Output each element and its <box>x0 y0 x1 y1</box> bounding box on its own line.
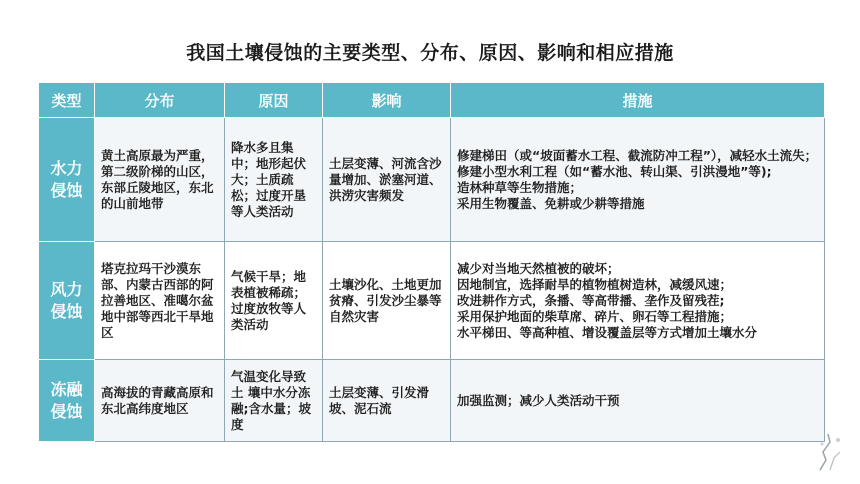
measure-item: 造林种草等生物措施； <box>457 179 583 195</box>
measure-item: 采用生物覆盖、免耕或少耕等措施 <box>457 195 645 211</box>
impact-cell: 土层变薄、河流含沙量增加、淤塞河道、洪涝灾害频发 <box>323 118 451 242</box>
measures-cell <box>451 242 825 360</box>
header-impact: 影响 <box>323 83 451 118</box>
erosion-table <box>38 82 825 442</box>
header-measures: 措施 <box>451 83 825 118</box>
measure-item: 修建梯田（或“坡面蓄水工程、截流防冲工程”），减轻水土流失； <box>457 147 818 163</box>
header-distribution: 分布 <box>95 83 225 118</box>
measure-item: 采用保护地面的柴草席、碎片、卵石等工程措施； <box>457 308 733 324</box>
impact-cell: 土层变薄、引发滑坡、泥石流 <box>323 360 451 442</box>
table-row <box>39 118 825 242</box>
measures-cell <box>451 118 825 242</box>
distribution-cell: 高海拔的青藏高原和东北高纬度地区 <box>95 360 225 442</box>
measures-cell <box>451 360 825 442</box>
header-type: 类型 <box>39 83 95 118</box>
table-row <box>39 242 825 360</box>
measure-item: 水平梯田、等高种植、增设覆盖层等方式增加土壤水分 <box>457 324 758 340</box>
distribution-cell: 黄土高原最为严重，第二级阶梯的山区，东部丘陵地区，东北的山前地带 <box>95 118 225 242</box>
impact-cell: 土壤沙化、土地更加贫瘠、引发沙尘暴等自然灾害 <box>323 242 451 360</box>
page-title: 我国土壤侵蚀的主要类型、分布、原因、影响和相应措施 <box>186 42 674 64</box>
measure-item: 改进耕作方式，条播、等高带播、垄作及留残茬; <box>457 292 725 308</box>
distribution-cell: 塔克拉玛干沙漠东部、内蒙古西部的阿拉善地区、准噶尔盆地中部等西北干旱地区 <box>95 242 225 360</box>
cause-cell: 气候干旱；地表植被稀疏；过度放牧等人类活动 <box>225 242 323 360</box>
type-cell: 风力侵蚀 <box>39 242 95 360</box>
table-row <box>39 360 825 442</box>
cause-cell: 气温变化导致土 壤中水分冻融;含水量；坡度 <box>225 360 323 442</box>
cause-cell: 降水多且集中；地形起伏大；土质疏松；过度开垦等人类活动 <box>225 118 323 242</box>
header-cause: 原因 <box>225 83 323 118</box>
measure-item: 加强监测；减少人类活动干预 <box>457 392 620 408</box>
measure-item: 修建小型水利工程（如“蓄水池、转山渠、引洪漫地”等); <box>457 163 772 179</box>
measure-item: 因地制宜，选择耐旱的植物植树造林，减缓风速； <box>457 276 733 292</box>
type-cell: 冻融侵蚀 <box>39 360 95 442</box>
type-cell: 水力侵蚀 <box>39 118 95 242</box>
table-header-row <box>39 83 825 118</box>
measure-item: 减少对当地天然植被的破坏； <box>457 260 620 276</box>
decorative-sketch-icon <box>814 430 846 474</box>
